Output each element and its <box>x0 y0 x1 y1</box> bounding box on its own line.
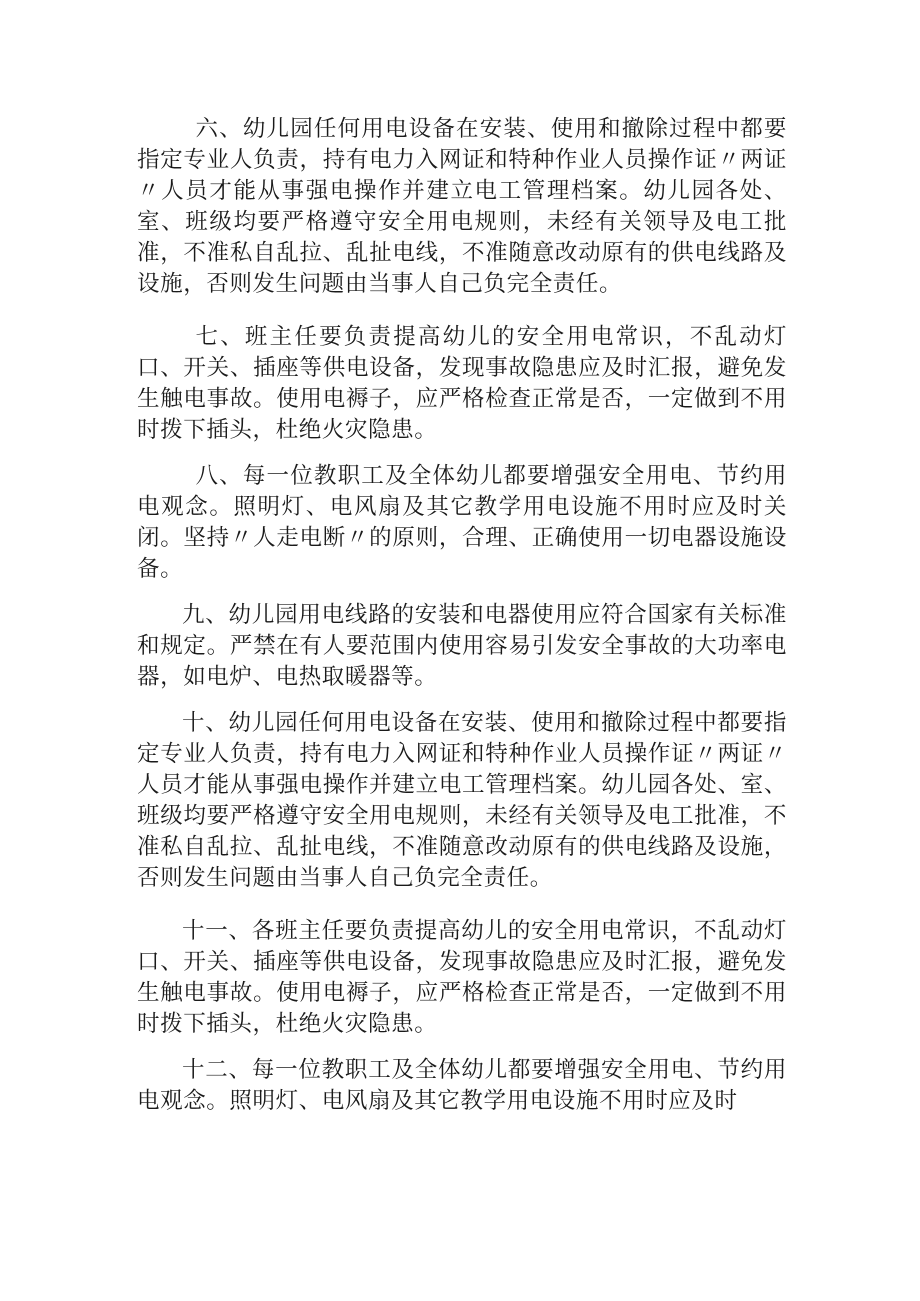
paragraph-8: 八、每一位教职工及全体幼儿都要增强安全用电、节约用电观念。照明灯、电风扇及其它教学用电设施不用时应及时关闭。坚持〃人走电断〃的原则，合理、正确使用一切电器设施设备。 <box>137 463 787 582</box>
paragraph-11: 十一、各班主任要负责提高幼儿的安全用电常识，不乱动灯口、开关、插座等供电设备，发现事故隐患应及时汇报，避免发生触电事故。使用电褥子，应严格检查正常是否，一定做到不用时拨下插头，杜绝火灾隐患。 <box>137 918 787 1037</box>
paragraph-9: 九、幼儿园用电线路的安装和电器使用应符合国家有关标准和规定。严禁在有人要范围内使用容易引发安全事故的大功率电器，如电炉、电热取暖器等。 <box>137 602 787 690</box>
paragraph-10: 十、幼儿园任何用电设备在安装、使用和撤除过程中都要指定专业人负责，持有电力入网证和特种作业人员操作证〃两证〃人员才能从事强电操作并建立电工管理档案。幼儿园各处、室、班级均要严格遵守安全用电规则，未经有关领导及电工批准，不准私自乱拉、乱扯电线，不准随意改动原有的供电线路及设施，否则发生问题由当事人自己负完全责任。 <box>137 710 787 891</box>
paragraph-12: 十二、每一位教职工及全体幼儿都要增强安全用电、节约用电观念。照明灯、电风扇及其它教学用电设施不用时应及时 <box>137 1057 787 1114</box>
paragraph-7: 七、班主任要负责提高幼儿的安全用电常识，不乱动灯口、开关、插座等供电设备，发现事故隐患应及时汇报，避免发生触电事故。使用电褥子，应严格检查正常是否，一定做到不用时拨下插头，杜绝火灾隐患。 <box>137 324 787 443</box>
paragraph-6: 六、幼儿园任何用电设备在安装、使用和撤除过程中都要指定专业人负责，持有电力入网证和特种作业人员操作证〃两证〃人员才能从事强电操作并建立电工管理档案。幼儿园各处、室、班级均要严格遵守安全用电规则，未经有关领导及电工批准，不准私自乱拉、乱扯电线，不准随意改动原有的供电线路及设施，否则发生问题由当事人自己负完全责任。 <box>137 116 787 297</box>
